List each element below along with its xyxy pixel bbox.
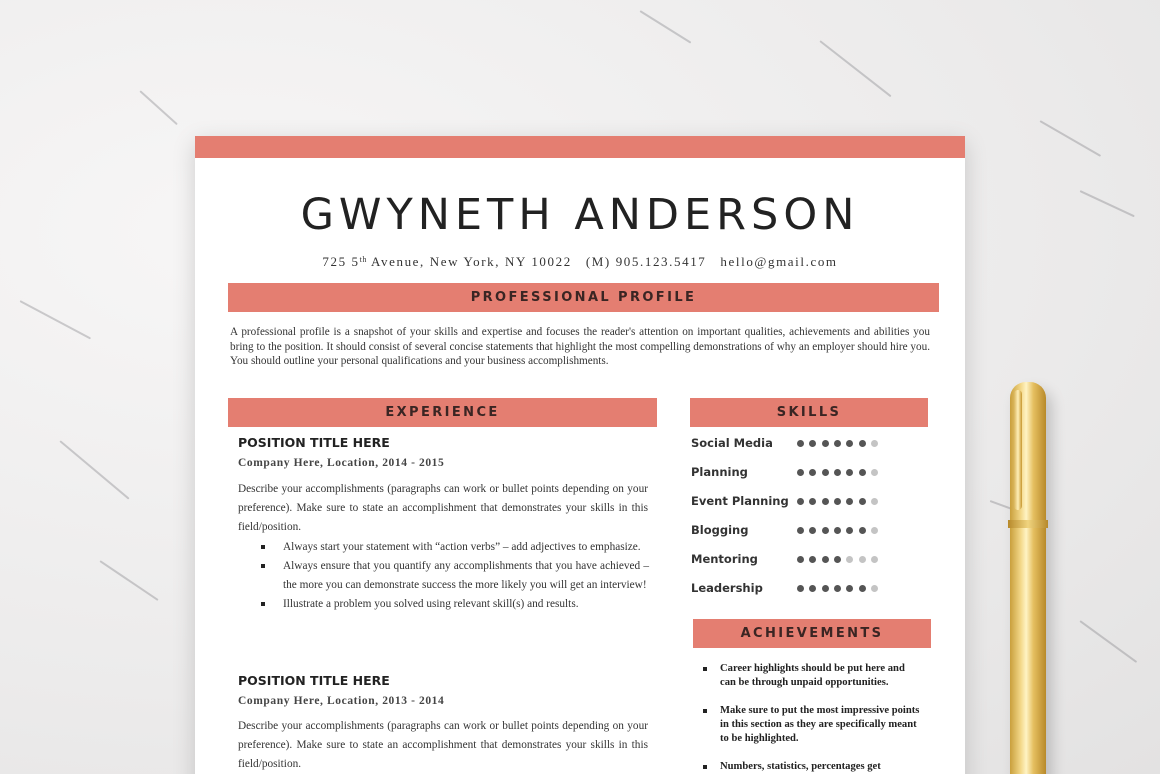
phone: (M) 905.123.5417 (585, 254, 707, 269)
skill-dot-filled (834, 469, 841, 476)
resume-name: GWYNETH ANDERSON (300, 190, 860, 240)
skills-heading: SKILLS (690, 398, 928, 427)
skill-label: Planning (691, 465, 748, 479)
gold-pen-band (1008, 520, 1048, 528)
achievements-list (703, 662, 923, 774)
skill-dot-filled (797, 527, 804, 534)
skill-dot-filled (797, 585, 804, 592)
job-description-1: Describe your accomplishments (paragraphs can work or bullet points depending on your preference). Make sure to state an accomplishment that demonstrates your skills in this field/position. (238, 483, 648, 533)
skill-dot-filled (846, 498, 853, 505)
skill-row (691, 465, 901, 485)
achievement-item: Make sure to put the most impressive points in this section as they are specifically meant to be highlighted. (703, 704, 923, 746)
job-description-2: Describe your accomplishments (paragraphs can work or bullet points depending on your preference). Make sure to state an accomplishment that demonstrates your skills in this field/position. (238, 720, 648, 770)
skill-dot-filled (797, 556, 804, 563)
skill-dot-filled (822, 440, 829, 447)
skill-dot-filled (859, 440, 866, 447)
skill-dot-filled (797, 440, 804, 447)
skill-dot-filled (859, 469, 866, 476)
skill-dot-filled (809, 556, 816, 563)
job-company-2: Company Here, Location, 2013 - 2014 (238, 695, 445, 707)
skill-dot-filled (834, 527, 841, 534)
skill-label: Mentoring (691, 552, 758, 566)
skill-dot-filled (809, 469, 816, 476)
skill-dot-filled (822, 469, 829, 476)
skill-dot-filled (834, 440, 841, 447)
skill-dot-filled (822, 498, 829, 505)
experience-heading: EXPERIENCE (228, 398, 657, 427)
skill-dot-filled (846, 527, 853, 534)
skill-dot-filled (859, 585, 866, 592)
skill-dot-filled (846, 469, 853, 476)
skill-dot-filled (822, 585, 829, 592)
achievement-item: Numbers, statistics, percentages get (703, 760, 923, 774)
skill-label: Leadership (691, 581, 763, 595)
address: 725 5th Avenue, New York, NY 10022 (322, 254, 572, 269)
job-bullet: Always ensure that you quantify any accomplishments that you have achieved – the more you can demonstrate success the more likely you will get an interview! (261, 557, 649, 595)
skill-dot-filled (834, 498, 841, 505)
skill-dot-filled (809, 585, 816, 592)
skill-dot-filled (809, 527, 816, 534)
skill-dot-empty (871, 585, 878, 592)
skill-dot-filled (859, 498, 866, 505)
job-company-1: Company Here, Location, 2014 - 2015 (238, 457, 445, 469)
skill-dot-filled (797, 469, 804, 476)
job-title-2: POSITION TITLE HERE (238, 673, 390, 688)
achievements-heading: ACHIEVEMENTS (693, 619, 931, 648)
skill-dot-empty (871, 527, 878, 534)
job-bullet: Always start your statement with “action verbs” – add adjectives to emphasize. (261, 538, 649, 557)
skill-dot-filled (846, 585, 853, 592)
job-title-1: POSITION TITLE HERE (238, 435, 390, 450)
profile-text: A professional profile is a snapshot of your skills and expertise and focuses the reader's attention on important qualities, achievements and abilities you bring to the position. It should consist of several concise statements that highlight the most compelling demonstrations of why an employer should hire you. You should outline your personal qualifications and your business accomplishments. (230, 326, 930, 367)
job-bullet: Illustrate a problem you solved using relevant skill(s) and results. (261, 595, 649, 614)
skill-dot-filled (846, 440, 853, 447)
skill-dot-filled (834, 556, 841, 563)
email: hello@gmail.com (720, 254, 838, 269)
skill-dot-filled (797, 498, 804, 505)
skill-dot-empty (871, 469, 878, 476)
skill-dot-empty (871, 498, 878, 505)
skill-dot-filled (859, 527, 866, 534)
contact-line (195, 254, 965, 270)
gold-pen-clip (1014, 390, 1022, 510)
profile-heading: PROFESSIONAL PROFILE (228, 283, 939, 312)
skill-dot-filled (809, 498, 816, 505)
skill-label: Event Planning (691, 494, 789, 508)
skill-row (691, 552, 901, 572)
top-accent-bar (195, 136, 965, 158)
skill-dot-empty (871, 556, 878, 563)
skill-label: Blogging (691, 523, 749, 537)
skill-row (691, 581, 901, 601)
job-bullets-1 (261, 538, 649, 614)
skill-dot-filled (822, 556, 829, 563)
skill-dot-empty (871, 440, 878, 447)
skill-dot-empty (859, 556, 866, 563)
achievement-item: Career highlights should be put here and can be through unpaid opportunities. (703, 662, 923, 690)
skill-dot-filled (834, 585, 841, 592)
resume-page (195, 136, 965, 774)
skill-dot-empty (846, 556, 853, 563)
skill-dot-filled (809, 440, 816, 447)
skill-row (691, 494, 901, 514)
skill-row (691, 436, 901, 456)
skill-label: Social Media (691, 436, 773, 450)
skill-dot-filled (822, 527, 829, 534)
skill-row (691, 523, 901, 543)
